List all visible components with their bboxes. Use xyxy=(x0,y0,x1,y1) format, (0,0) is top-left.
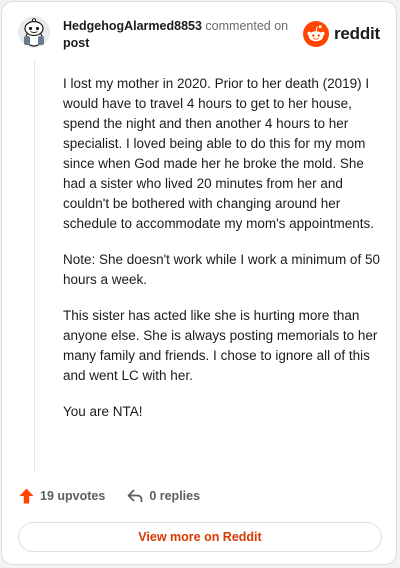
reddit-brand-link[interactable] xyxy=(303,21,380,47)
upvote-button[interactable] xyxy=(19,488,105,504)
comment-embed-card xyxy=(1,1,397,565)
commented-on-text: commented on xyxy=(205,19,289,33)
reply-arrow-icon xyxy=(127,489,143,503)
comment-paragraph: This sister has acted like she is hurting more than anyone else. She is always posting memorials to her many family and friends. I chose to ignore all of this and went LC with her. xyxy=(63,308,378,383)
comment-paragraph: Note: She doesn't work while I work a minimum of 50 hours a week. xyxy=(63,252,380,287)
snoo-avatar-icon xyxy=(18,16,50,48)
reddit-logo-icon xyxy=(303,21,329,47)
comment-paragraph: You are NTA! xyxy=(63,404,143,419)
comment-body xyxy=(63,74,381,438)
upvote-count: 19 upvotes xyxy=(40,489,106,503)
reply-count: 0 replies xyxy=(149,489,201,503)
username-link[interactable]: HedgehogAlarmed8853 xyxy=(63,19,202,33)
upvote-arrow-icon xyxy=(19,488,34,504)
view-more-on-reddit-button[interactable]: View more on Reddit xyxy=(18,522,382,552)
post-link[interactable]: post xyxy=(63,36,90,50)
comment-paragraph: I lost my mother in 2020. Prior to her death (2019) I would have to travel 4 hours to get to her house, spend the night and then another 4 hours to her specialist. I loved being able to do this for my mom since when God made her he broke the mold. She had a sister who lived 20 minutes from her and couldn't be bothered with changing around her schedule to accommodate my mom's appointments. xyxy=(63,76,374,231)
reddit-wordmark: reddit xyxy=(333,24,380,43)
user-avatar[interactable] xyxy=(18,16,50,48)
comment-header xyxy=(18,16,382,56)
comment-meta xyxy=(63,18,303,52)
reply-button[interactable] xyxy=(127,489,200,503)
thread-line xyxy=(34,60,35,472)
comment-actions xyxy=(19,485,200,507)
